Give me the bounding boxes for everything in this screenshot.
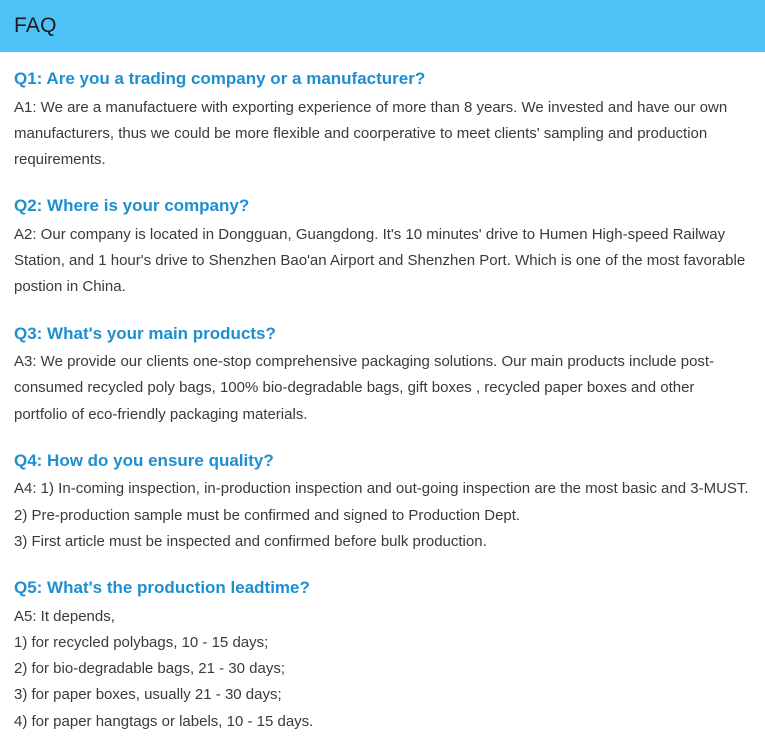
faq-question: Q5: What's the production leadtime? bbox=[14, 578, 310, 597]
faq-answer-line: 2) Pre-production sample must be confirmed and signed to Production Dept. bbox=[14, 506, 521, 524]
faq-answer bbox=[14, 476, 751, 555]
faq-header-bar bbox=[0, 0, 765, 52]
faq-answer bbox=[14, 95, 751, 174]
faq-answer-line: 1) for recycled polybags, 10 - 15 days; bbox=[14, 633, 269, 651]
faq-content bbox=[0, 52, 765, 735]
faq-answer bbox=[14, 349, 751, 428]
faq-question: Q1: Are you a trading company or a manufacturer? bbox=[14, 69, 426, 88]
faq-answer-line: A5: It depends, bbox=[14, 607, 115, 625]
faq-question: Q4: How do you ensure quality? bbox=[14, 450, 274, 470]
faq-answer-line: A3: We provide our clients one-stop comprehensive packaging solutions. Our main products include post-consumed recycled poly bags, 100% bio-degradable bags, gift boxes , recycled paper boxes and other portfolio of eco-friendly packaging materials. bbox=[14, 353, 715, 423]
faq-answer-line: A1: We are a manufactuere with exporting experience of more than 8 years. We invested and have our own manufacturers, thus we could be more flexible and coorperative to meet clients' sampling and production requirements. bbox=[14, 98, 728, 168]
faq-item bbox=[14, 575, 751, 735]
faq-answer-line: A4: 1) In-coming inspection, in-production inspection and out-going inspection are the most basic and 3-MUST. bbox=[14, 480, 749, 498]
faq-answer-line: 3) for paper boxes, usually 21 - 30 days; bbox=[14, 686, 282, 704]
faq-question: Q2: Where is your company? bbox=[14, 196, 250, 216]
faq-answer bbox=[14, 604, 751, 735]
faq-item bbox=[14, 448, 751, 555]
faq-answer-line: 2) for bio-degradable bags, 21 - 30 days; bbox=[14, 660, 286, 677]
page-title: FAQ bbox=[14, 14, 57, 37]
faq-item bbox=[14, 321, 751, 428]
faq-question: Q3: What's your main products? bbox=[14, 323, 276, 343]
faq-answer-line: 4) for paper hangtags or labels, 10 - 15 days. bbox=[14, 712, 314, 730]
faq-answer-line: A2: Our company is located in Dongguan, Guangdong. It's 10 minutes' drive to Humen High-speed Railway Station, and 1 hour's drive to Shenzhen Bao'an Airport and Shenzhen Port. Which is one of the most favorable postion in China. bbox=[14, 225, 746, 296]
faq-item bbox=[14, 66, 751, 173]
faq-item bbox=[14, 193, 751, 300]
faq-answer bbox=[14, 222, 751, 301]
faq-answer-line: 3) First article must be inspected and confirmed before bulk production. bbox=[14, 532, 487, 550]
